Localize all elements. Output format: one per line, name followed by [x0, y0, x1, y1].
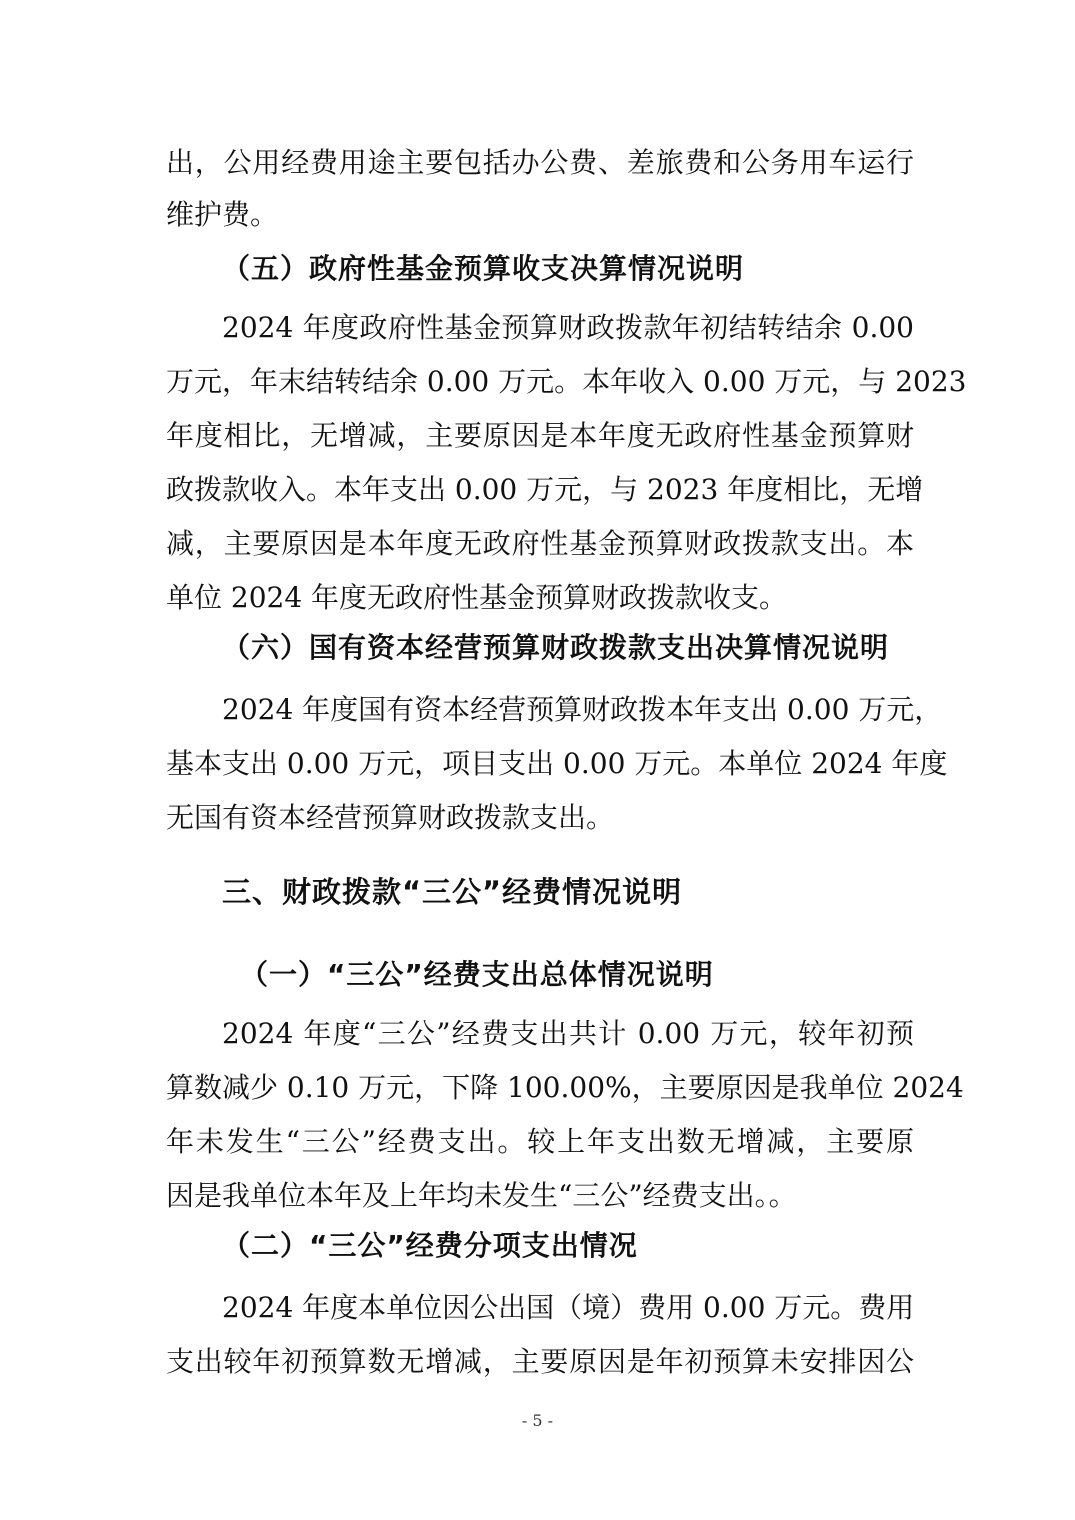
- paragraph-line: 减，主要原因是本年度无政府性基金预算财政拨款支出。本: [166, 527, 914, 560]
- section-title: 三、财政拨款“三公”经费情况说明: [222, 875, 683, 909]
- paragraph-line: 年度相比，无增减，主要原因是本年度无政府性基金预算财: [166, 419, 914, 452]
- paragraph-line: 2024 年度政府性基金预算财政拨款年初结转结余 0.00: [222, 311, 914, 344]
- paragraph-line: 政拨款收入。本年支出 0.00 万元，与 2023 年度相比，无增: [166, 473, 924, 506]
- subsection-heading: （一）“三公”经费支出总体情况说明: [240, 958, 714, 991]
- paragraph-line: 万元，年末结转结余 0.00 万元。本年收入 0.00 万元，与 2023: [166, 365, 967, 398]
- subsection-heading: （二）“三公”经费分项支出情况: [222, 1229, 638, 1262]
- paragraph-line: 2024 年度国有资本经营预算财政拨本年支出 0.00 万元，: [222, 693, 943, 726]
- paragraph-line: 无国有资本经营预算财政拨款支出。: [166, 801, 615, 834]
- paragraph-line: 出，公用经费用途主要包括办公费、差旅费和公务用车运行: [166, 146, 914, 179]
- paragraph-line: 基本支出 0.00 万元，项目支出 0.00 万元。本单位 2024 年度: [166, 747, 948, 780]
- paragraph-line: 算数减少 0.10 万元，下降 100.00%，主要原因是我单位 2024: [166, 1071, 964, 1104]
- subsection-heading: （五）政府性基金预算收支决算情况说明: [222, 252, 745, 285]
- subsection-heading: （六）国有资本经营预算财政拨款支出决算情况说明: [222, 631, 890, 664]
- paragraph-line: 因是我单位本年及上年均未发生“三公”经费支出。。: [166, 1179, 797, 1212]
- paragraph-line: 维护费。: [166, 198, 279, 231]
- paragraph-line: 单位 2024 年度无政府性基金预算财政拨款收支。: [166, 581, 788, 614]
- paragraph-line: 2024 年度本单位因公出国（境）费用 0.00 万元。费用: [222, 1291, 915, 1324]
- paragraph-line: 2024 年度“三公”经费支出共计 0.00 万元，较年初预: [222, 1017, 914, 1050]
- paragraph-line: 年未发生“三公”经费支出。较上年支出数无增减，主要原: [166, 1125, 914, 1158]
- page-number: - 5 -: [521, 1411, 554, 1430]
- paragraph-line: 支出较年初预算数无增减，主要原因是年初预算未安排因公: [166, 1345, 914, 1378]
